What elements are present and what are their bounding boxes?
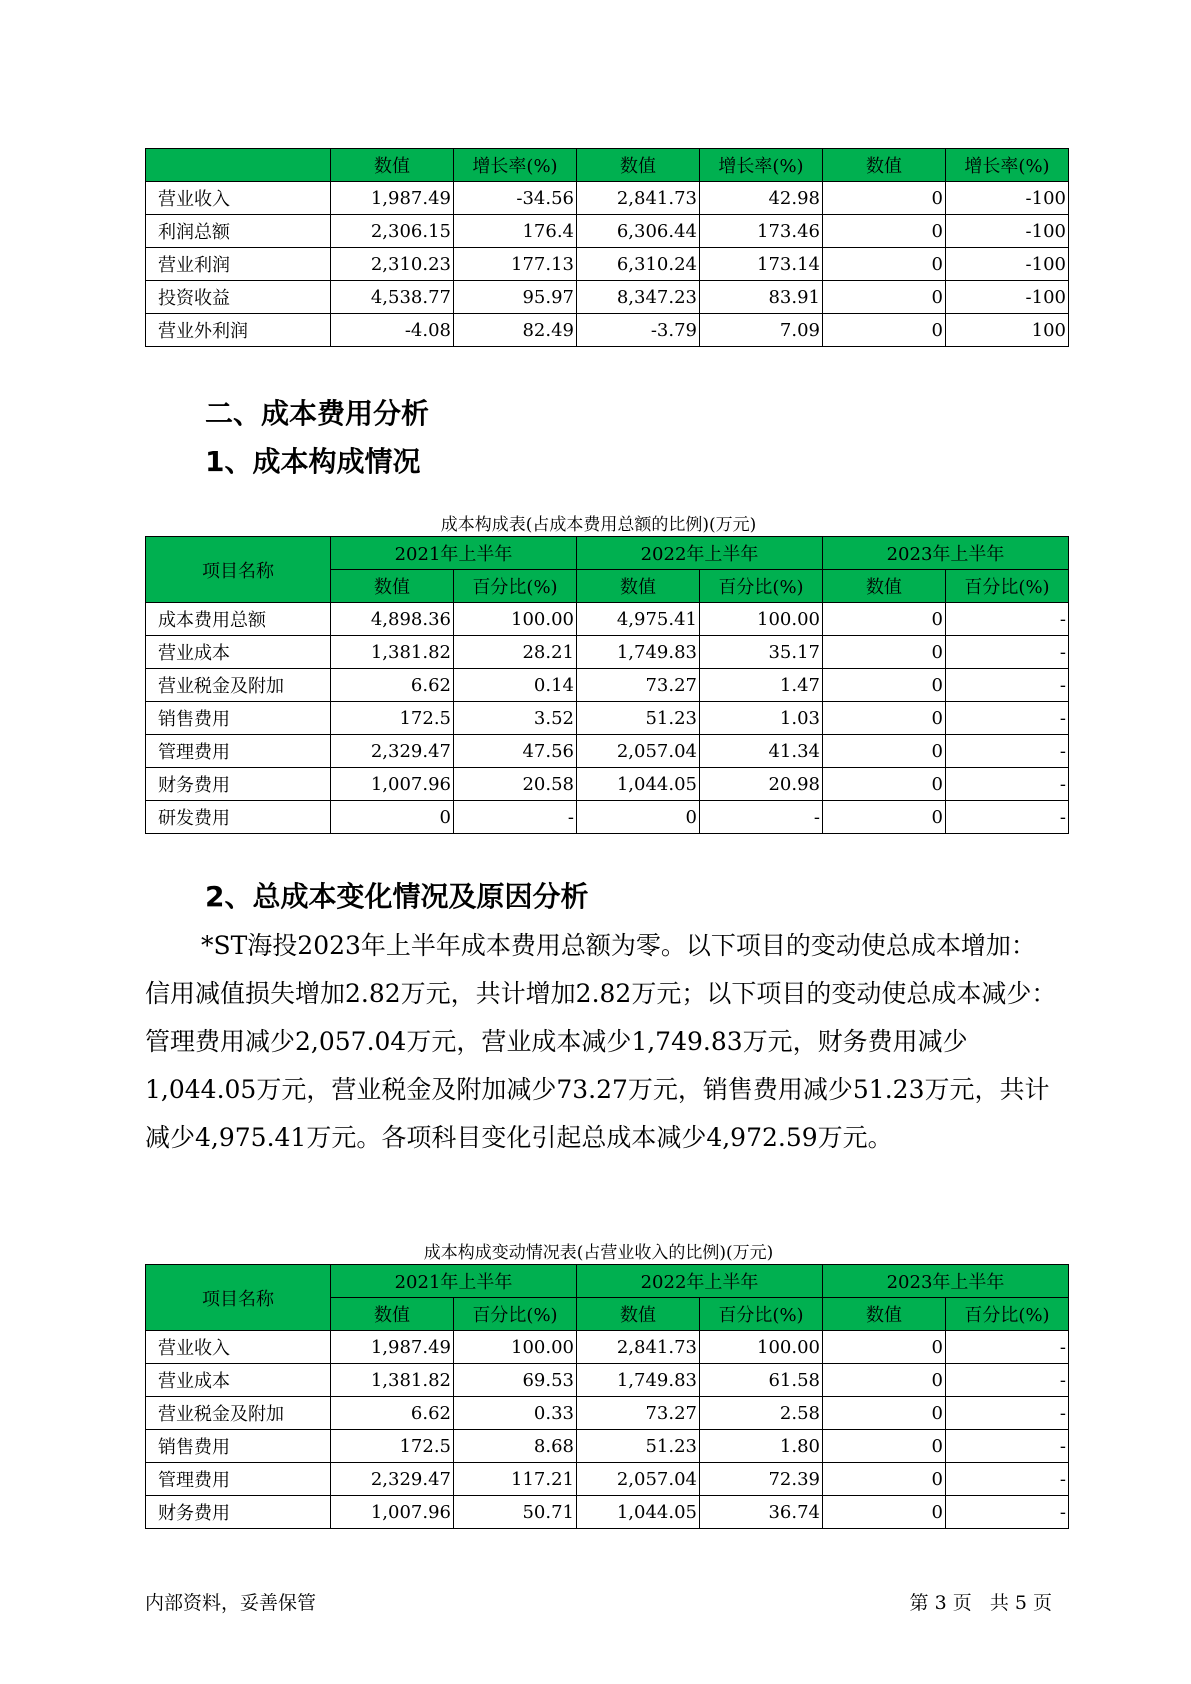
value-cell: 0: [823, 182, 946, 215]
value-cell: 0: [823, 1496, 946, 1529]
value-cell: 0: [823, 735, 946, 768]
value-cell: 73.27: [577, 669, 700, 702]
subheader-cell: 百分比(%): [454, 1298, 577, 1331]
section-title: 二、成本费用分析: [205, 397, 430, 430]
value-cell: 0: [823, 702, 946, 735]
row-label-cell: 财务费用: [146, 1496, 331, 1529]
footer-note: 内部资料，妥善保管: [145, 1592, 317, 1614]
value-cell: 4,975.41: [577, 603, 700, 636]
value-cell: 69.53: [454, 1364, 577, 1397]
value-cell: 0.33: [454, 1397, 577, 1430]
value-cell: 2,306.15: [331, 215, 454, 248]
value-cell: 0: [823, 603, 946, 636]
header-cell: 增长率(%): [454, 149, 577, 182]
value-cell: 1,749.83: [577, 1364, 700, 1397]
value-cell: 1.03: [700, 702, 823, 735]
value-cell: 95.97: [454, 281, 577, 314]
value-cell: 0: [823, 1397, 946, 1430]
table-caption: 成本构成表(占成本费用总额的比例)(万元): [440, 515, 757, 535]
value-cell: 73.27: [577, 1397, 700, 1430]
value-cell: -4.08: [331, 314, 454, 347]
value-cell: 0: [823, 1364, 946, 1397]
value-cell: 0: [823, 768, 946, 801]
table-row: [146, 1397, 1069, 1430]
profit-table: [145, 148, 1069, 347]
value-cell: 1.47: [700, 669, 823, 702]
value-cell: 0: [823, 1331, 946, 1364]
value-cell: 1,987.49: [331, 1331, 454, 1364]
table-row: [146, 636, 1069, 669]
subheader-cell: 百分比(%): [700, 1298, 823, 1331]
value-cell: 0: [331, 801, 454, 834]
table-header-row: [146, 537, 1069, 570]
value-cell: -: [946, 1331, 1069, 1364]
subheader-cell: 数值: [331, 570, 454, 603]
row-label-cell: 营业收入: [146, 182, 331, 215]
value-cell: -34.56: [454, 182, 577, 215]
header-cell: 数值: [823, 149, 946, 182]
header-cell: 增长率(%): [700, 149, 823, 182]
row-label-cell: 营业收入: [146, 1331, 331, 1364]
cost-change-table: [145, 1264, 1069, 1529]
value-cell: 28.21: [454, 636, 577, 669]
value-cell: 1,987.49: [331, 182, 454, 215]
header-cell: [146, 149, 331, 182]
value-cell: 2,329.47: [331, 735, 454, 768]
value-cell: 1,749.83: [577, 636, 700, 669]
table-row: [146, 1430, 1069, 1463]
value-cell: 2,841.73: [577, 182, 700, 215]
value-cell: 6.62: [331, 1397, 454, 1430]
table-row: [146, 248, 1069, 281]
row-label-cell: 投资收益: [146, 281, 331, 314]
value-cell: 172.5: [331, 1430, 454, 1463]
cost-structure-table: [145, 536, 1069, 834]
value-cell: 1,044.05: [577, 768, 700, 801]
period-header: 2023年上半年: [823, 537, 1069, 570]
value-cell: 0: [823, 281, 946, 314]
page-number: 第 3 页 共 5 页: [909, 1592, 1052, 1614]
value-cell: 100.00: [700, 603, 823, 636]
value-cell: 51.23: [577, 1430, 700, 1463]
value-cell: 20.98: [700, 768, 823, 801]
subheader-cell: 数值: [577, 1298, 700, 1331]
value-cell: 100.00: [454, 603, 577, 636]
value-cell: 51.23: [577, 702, 700, 735]
analysis-paragraph: *ST海投2023年上半年成本费用总额为零。以下项目的变动使总成本增加：信用减值损失增加2.82万元，共计增加2.82万元；以下项目的变动使总成本减少：管理费用减少2,057.04万元，营业成本减少1,749.83万元，财务费用减少1,044.05万元，营业税金及附加减少73.27万元，销售费用减少51.23万元，共计减少4,975.41万元。各项科目变化引起总成本减少4,972.59万元。: [145, 931, 1057, 1152]
value-cell: 0.14: [454, 669, 577, 702]
row-label-cell: 管理费用: [146, 735, 331, 768]
table-row: [146, 1463, 1069, 1496]
value-cell: 2.58: [700, 1397, 823, 1430]
value-cell: 35.17: [700, 636, 823, 669]
row-label-cell: 管理费用: [146, 1463, 331, 1496]
value-cell: -: [946, 1496, 1069, 1529]
value-cell: 72.39: [700, 1463, 823, 1496]
value-cell: 173.14: [700, 248, 823, 281]
value-cell: 0: [823, 248, 946, 281]
header-cell: 数值: [331, 149, 454, 182]
subheader-cell: 百分比(%): [946, 570, 1069, 603]
value-cell: -: [454, 801, 577, 834]
row-label-cell: 利润总额: [146, 215, 331, 248]
value-cell: -: [946, 801, 1069, 834]
subheader-cell: 数值: [823, 1298, 946, 1331]
value-cell: 4,898.36: [331, 603, 454, 636]
value-cell: 8,347.23: [577, 281, 700, 314]
period-header: 2021年上半年: [331, 537, 577, 570]
header-cell: 数值: [577, 149, 700, 182]
value-cell: 2,310.23: [331, 248, 454, 281]
value-cell: -: [946, 702, 1069, 735]
value-cell: 176.4: [454, 215, 577, 248]
value-cell: -3.79: [577, 314, 700, 347]
table-row: [146, 1496, 1069, 1529]
value-cell: 172.5: [331, 702, 454, 735]
value-cell: -: [946, 1430, 1069, 1463]
row-label-cell: 营业成本: [146, 1364, 331, 1397]
table-header-row: [146, 1265, 1069, 1298]
value-cell: 0: [823, 801, 946, 834]
row-label-cell: 营业税金及附加: [146, 669, 331, 702]
value-cell: 3.52: [454, 702, 577, 735]
value-cell: 83.91: [700, 281, 823, 314]
value-cell: 1.80: [700, 1430, 823, 1463]
table-row: [146, 702, 1069, 735]
value-cell: -: [946, 636, 1069, 669]
value-cell: 100.00: [454, 1331, 577, 1364]
table-row: [146, 281, 1069, 314]
row-label-cell: 营业成本: [146, 636, 331, 669]
value-cell: 0: [823, 636, 946, 669]
value-cell: 42.98: [700, 182, 823, 215]
value-cell: 6,310.24: [577, 248, 700, 281]
value-cell: 6,306.44: [577, 215, 700, 248]
row-label-cell: 成本费用总额: [146, 603, 331, 636]
row-label-cell: 营业税金及附加: [146, 1397, 331, 1430]
table-row: [146, 768, 1069, 801]
value-cell: -: [700, 801, 823, 834]
table-header-row: [146, 149, 1069, 182]
subheader-cell: 百分比(%): [454, 570, 577, 603]
value-cell: 2,329.47: [331, 1463, 454, 1496]
value-cell: 7.09: [700, 314, 823, 347]
value-cell: 0: [823, 314, 946, 347]
value-cell: 20.58: [454, 768, 577, 801]
table-row: [146, 801, 1069, 834]
value-cell: 50.71: [454, 1496, 577, 1529]
subheader-cell: 数值: [331, 1298, 454, 1331]
value-cell: -: [946, 1463, 1069, 1496]
value-cell: 0: [577, 801, 700, 834]
value-cell: 0: [823, 1430, 946, 1463]
value-cell: 82.49: [454, 314, 577, 347]
row-header-cell: 项目名称: [146, 537, 331, 603]
value-cell: 2,057.04: [577, 735, 700, 768]
value-cell: 4,538.77: [331, 281, 454, 314]
value-cell: 36.74: [700, 1496, 823, 1529]
row-header-cell: 项目名称: [146, 1265, 331, 1331]
value-cell: -: [946, 669, 1069, 702]
table-row: [146, 603, 1069, 636]
value-cell: -: [946, 1397, 1069, 1430]
value-cell: 6.62: [331, 669, 454, 702]
value-cell: 0: [823, 1463, 946, 1496]
subsection-title-cost-structure: 1、成本构成情况: [205, 445, 421, 478]
value-cell: 1,007.96: [331, 1496, 454, 1529]
value-cell: 2,057.04: [577, 1463, 700, 1496]
value-cell: 1,381.82: [331, 636, 454, 669]
value-cell: -: [946, 1364, 1069, 1397]
table-row: [146, 669, 1069, 702]
value-cell: 100.00: [700, 1331, 823, 1364]
table-row: [146, 735, 1069, 768]
value-cell: 41.34: [700, 735, 823, 768]
table-row: [146, 1364, 1069, 1397]
value-cell: 47.56: [454, 735, 577, 768]
value-cell: 8.68: [454, 1430, 577, 1463]
value-cell: 61.58: [700, 1364, 823, 1397]
value-cell: 0: [823, 669, 946, 702]
row-label-cell: 财务费用: [146, 768, 331, 801]
value-cell: 173.46: [700, 215, 823, 248]
row-label-cell: 营业外利润: [146, 314, 331, 347]
value-cell: -: [946, 735, 1069, 768]
value-cell: 177.13: [454, 248, 577, 281]
value-cell: 100: [946, 314, 1069, 347]
value-cell: -: [946, 768, 1069, 801]
row-label-cell: 销售费用: [146, 702, 331, 735]
subheader-cell: 数值: [577, 570, 700, 603]
table-row: [146, 1331, 1069, 1364]
value-cell: -100: [946, 248, 1069, 281]
subheader-cell: 数值: [823, 570, 946, 603]
period-header: 2021年上半年: [331, 1265, 577, 1298]
table-row: [146, 314, 1069, 347]
value-cell: -100: [946, 281, 1069, 314]
table-caption: 成本构成变动情况表(占营业收入的比例)(万元): [423, 1243, 774, 1263]
table-row: [146, 182, 1069, 215]
value-cell: 1,381.82: [331, 1364, 454, 1397]
value-cell: 2,841.73: [577, 1331, 700, 1364]
value-cell: -100: [946, 182, 1069, 215]
subheader-cell: 百分比(%): [946, 1298, 1069, 1331]
value-cell: 0: [823, 215, 946, 248]
value-cell: 117.21: [454, 1463, 577, 1496]
table-row: [146, 215, 1069, 248]
row-label-cell: 销售费用: [146, 1430, 331, 1463]
subheader-cell: 百分比(%): [700, 570, 823, 603]
row-label-cell: 营业利润: [146, 248, 331, 281]
value-cell: 1,044.05: [577, 1496, 700, 1529]
header-cell: 增长率(%): [946, 149, 1069, 182]
period-header: 2023年上半年: [823, 1265, 1069, 1298]
value-cell: -100: [946, 215, 1069, 248]
value-cell: -: [946, 603, 1069, 636]
row-label-cell: 研发费用: [146, 801, 331, 834]
period-header: 2022年上半年: [577, 1265, 823, 1298]
period-header: 2022年上半年: [577, 537, 823, 570]
value-cell: 1,007.96: [331, 768, 454, 801]
subsection-title-cost-change: 2、总成本变化情况及原因分析: [205, 880, 589, 913]
